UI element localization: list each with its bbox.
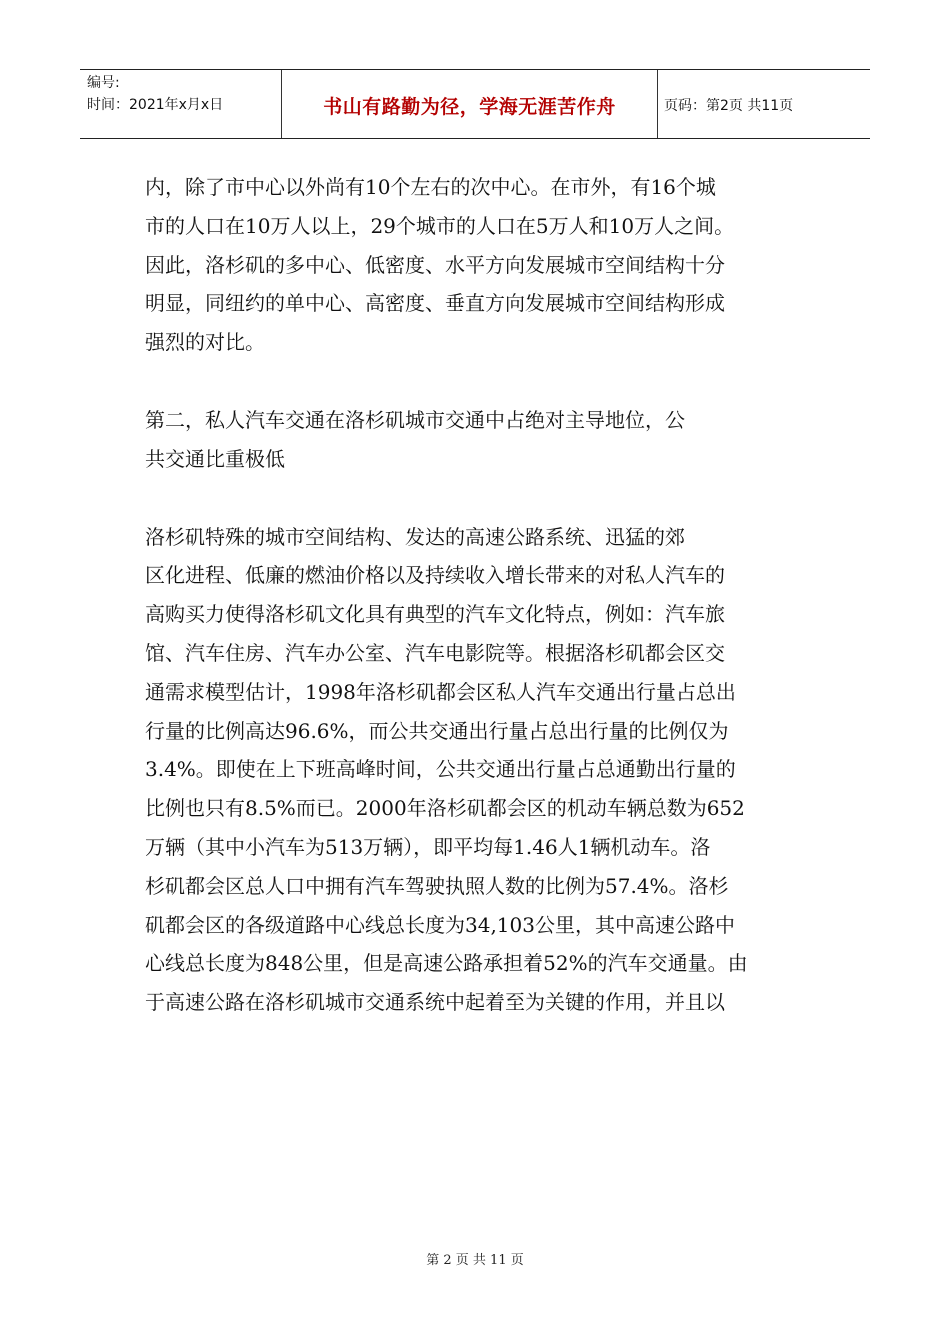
header-right-cell [658,70,870,138]
header-motto: 书山有路勤为径，学海无涯苦作舟 [323,96,616,118]
header-left-cell [80,70,282,138]
text-line: 心线总长度为848公里，但是高速公路承担着52%的汽车交通量。由 [145,951,748,976]
paragraph-spacer [145,362,795,401]
text-line: 共交通比重极低 [145,446,285,471]
paragraph-2 [145,401,795,479]
text-line: 因此，洛杉矶的多中心、低密度、水平方向发展城市空间结构十分 [145,252,725,277]
text-line: 于高速公路在洛杉矶城市交通系统中起着至为关键的作用，并且以 [145,990,725,1015]
document-number-label: 编号: [87,75,120,91]
text-line: 内，除了市中心以外尚有10个左右的次中心。在市外，有16个城 [145,175,716,199]
text-line: 馆、汽车住房、汽车办公室、汽车电影院等。根据洛杉矶都会区交 [145,640,725,665]
text-line: 高购买力使得洛杉矶文化具有典型的汽车文化特点，例如：汽车旅 [145,602,725,627]
text-line: 杉矶都会区总人口中拥有汽车驾驶执照人数的比例为57.4%。洛杉 [145,873,729,898]
text-line: 明显，同纽约的单中心、高密度、垂直方向发展城市空间结构形成 [145,291,725,316]
text-line: 比例也只有8.5%而已。2000年洛杉矶都会区的机动车辆总数为652 [145,796,745,821]
text-line: 行量的比例高达96.6%，而公共交通出行量占总出行量的比例仅为 [145,718,729,743]
header-table [80,69,870,139]
header-page-info: 页码：第2页 共11页 [664,98,794,114]
paragraph-1 [145,168,795,362]
document-body [145,168,795,1022]
text-line: 通需求模型估计，1998年洛杉矶都会区私人汽车交通出行量占总出 [145,679,736,704]
text-line: 区化进程、低廉的燃油价格以及持续收入增长带来的对私人汽车的 [145,563,725,588]
header-middle-cell [282,70,658,138]
page-footer: 第 2 页 共 11 页 [426,1253,524,1268]
paragraph-spacer [145,479,795,518]
text-line: 矶都会区的各级道路中心线总长度为34,103公里，其中高速公路中 [145,912,735,937]
text-line: 万辆（其中小汽车为513万辆），即平均每1.46人1辆机动车。洛 [145,834,711,859]
paragraph-3 [145,518,795,1022]
text-line: 市的人口在10万人以上，29个城市的人口在5万人和10万人之间。 [145,213,735,238]
text-line: 强烈的对比。 [145,330,265,355]
text-line: 3.4%。即使在上下班高峰时间，公共交通出行量占总通勤出行量的 [145,757,736,782]
text-line: 洛杉矶特殊的城市空间结构、发达的高速公路系统、迅猛的郊 [145,524,685,549]
document-time-label: 时间：2021年x月x日 [87,97,224,113]
text-line: 第二，私人汽车交通在洛杉矶城市交通中占绝对主导地位，公 [145,407,685,432]
